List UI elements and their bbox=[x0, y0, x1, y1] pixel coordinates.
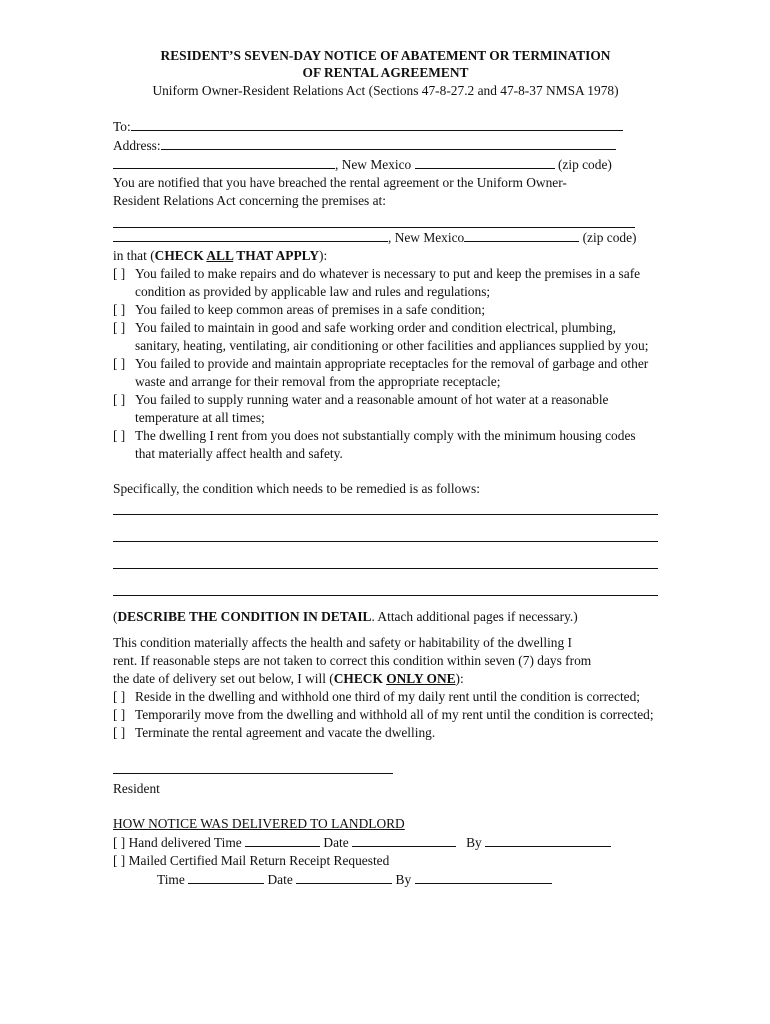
describe-instruction bbox=[113, 608, 658, 626]
address-block bbox=[113, 117, 658, 247]
breach-item-text: You failed to make repairs and do whatever is necessary to put and keep the premises in a safe condition as provided by applicable law and rules and regulations; bbox=[135, 266, 641, 299]
breach-item-text: You failed to keep common areas of premises in a safe condition; bbox=[135, 302, 486, 317]
checkbox[interactable]: [ ] bbox=[113, 356, 126, 371]
describe-open: ( bbox=[113, 609, 118, 624]
checkbox[interactable]: [ ] bbox=[113, 320, 126, 335]
zip-label: (zip code) bbox=[557, 157, 612, 172]
form-title bbox=[113, 47, 658, 81]
check-all-suffix: ): bbox=[319, 248, 328, 263]
breach-item-water bbox=[113, 391, 658, 427]
checkbox[interactable]: [ ] bbox=[113, 835, 126, 850]
hand-date-field[interactable] bbox=[352, 833, 456, 847]
option-move-withhold-all bbox=[113, 706, 658, 724]
breach-item-text: The dwelling I rent from you does not substantially comply with the minimum housing codes that materially affect health and safety. bbox=[135, 428, 636, 461]
breach-item-housing-codes bbox=[113, 427, 658, 463]
mailed-row bbox=[113, 852, 658, 870]
consequence-bold: CHECK bbox=[333, 671, 387, 686]
check-all-bold-2: THAT APPLY bbox=[233, 248, 319, 263]
breach-item-repairs bbox=[113, 265, 658, 301]
consequence-line-2: rent. If reasonable steps are not taken to correct this condition within seven (7) days from bbox=[113, 653, 592, 668]
form-subtitle: Uniform Owner-Resident Relations Act (Sections 47-8-27.2 and 47-8-37 NMSA 1978) bbox=[152, 83, 619, 98]
describe-bold: DESCRIBE THE CONDITION IN DETAIL bbox=[117, 609, 372, 624]
city-field[interactable] bbox=[113, 155, 335, 169]
premises-zip-label: (zip code) bbox=[582, 230, 637, 245]
city-row bbox=[113, 155, 658, 174]
breach-item-text: You failed to supply running water and a reasonable amount of hot water at a reasonable temperature at all times; bbox=[135, 392, 609, 425]
form-title-line-2: OF RENTAL AGREEMENT bbox=[302, 65, 469, 80]
form-title-line-1: RESIDENT’S SEVEN-DAY NOTICE OF ABATEMENT OR TERMINATION bbox=[160, 48, 611, 63]
hand-delivered-label: Hand delivered Time bbox=[128, 835, 242, 850]
checkbox[interactable]: [ ] bbox=[113, 689, 126, 704]
notice-form bbox=[113, 47, 658, 889]
signature-label: Resident bbox=[113, 781, 160, 796]
check-all-bold-1: CHECK bbox=[154, 248, 207, 263]
mailed-details-row bbox=[113, 870, 658, 889]
check-all-heading bbox=[113, 247, 658, 265]
option-terminate bbox=[113, 724, 658, 742]
mailed-time-field[interactable] bbox=[188, 870, 264, 884]
breach-item-facilities bbox=[113, 319, 658, 355]
address-label: Address: bbox=[113, 138, 161, 153]
address-row bbox=[113, 136, 658, 155]
check-all-section bbox=[113, 247, 658, 463]
hand-delivered-row bbox=[113, 833, 658, 852]
consequence-suffix: ): bbox=[455, 671, 464, 686]
specifics-intro: Specifically, the condition which needs to be remedied is as follows: bbox=[113, 481, 480, 496]
hand-date-label: Date bbox=[323, 835, 349, 850]
consequence-line-1: This condition materially affects the health and safety or habitability of the dwelling I bbox=[113, 635, 572, 650]
zip-field[interactable] bbox=[415, 155, 555, 169]
notice-text bbox=[113, 174, 658, 210]
condition-lines bbox=[113, 514, 658, 596]
hand-by-label: By bbox=[466, 835, 482, 850]
condition-line[interactable] bbox=[113, 514, 658, 515]
breach-item-text: You failed to provide and maintain appropriate receptacles for the removal of garbage and other waste and arrange for their removal from the appropriate receptacle; bbox=[135, 356, 649, 389]
mailed-time-label: Time bbox=[157, 872, 185, 887]
option-text: Terminate the rental agreement and vacate the dwelling. bbox=[135, 725, 436, 740]
option-withhold-third bbox=[113, 688, 658, 706]
premises-city-field[interactable] bbox=[113, 228, 388, 242]
state-label: , New Mexico bbox=[335, 157, 412, 172]
check-all-underlined: ALL bbox=[206, 248, 234, 263]
consequence-prefix: the date of delivery set out below, I will ( bbox=[113, 671, 334, 686]
breach-item-garbage bbox=[113, 355, 658, 391]
premises-state-label: , New Mexico bbox=[388, 230, 465, 245]
check-all-prefix: in that ( bbox=[113, 248, 155, 263]
hand-time-field[interactable] bbox=[245, 833, 320, 847]
mailed-label: Mailed Certified Mail Return Receipt Requested bbox=[128, 853, 390, 868]
describe-rest: . Attach additional pages if necessary.) bbox=[371, 609, 578, 624]
condition-line[interactable] bbox=[113, 541, 658, 542]
notice-line-1: You are notified that you have breached the rental agreement or the Uniform Owner- bbox=[113, 175, 567, 190]
checkbox[interactable]: [ ] bbox=[113, 392, 126, 407]
premises-zip-field[interactable] bbox=[464, 228, 579, 242]
to-label: To: bbox=[113, 119, 131, 134]
condition-line[interactable] bbox=[113, 568, 658, 569]
consequence-section bbox=[113, 634, 658, 742]
checkbox[interactable]: [ ] bbox=[113, 302, 126, 317]
checkbox[interactable]: [ ] bbox=[113, 853, 126, 868]
mailed-by-field[interactable] bbox=[415, 870, 552, 884]
mailed-by-label: By bbox=[395, 872, 412, 887]
breach-item-text: You failed to maintain in good and safe working order and condition electrical, plumbing, sanitary, heating, ventilating, air conditioning or other facilities and appliances supplied by you; bbox=[135, 320, 649, 353]
delivery-section bbox=[113, 815, 658, 889]
notice-line-2: Resident Relations Act concerning the premises at: bbox=[113, 193, 386, 208]
checkbox[interactable]: [ ] bbox=[113, 725, 126, 740]
option-text: Temporarily move from the dwelling and withhold all of my rent until the condition is corrected; bbox=[135, 707, 654, 722]
breach-item-common-areas bbox=[113, 301, 658, 319]
mailed-date-field[interactable] bbox=[296, 870, 392, 884]
to-field[interactable] bbox=[131, 117, 623, 131]
to-row bbox=[113, 117, 658, 136]
condition-line[interactable] bbox=[113, 595, 658, 596]
checkbox[interactable]: [ ] bbox=[113, 428, 126, 443]
mailed-date-label: Date bbox=[267, 872, 293, 887]
delivery-heading: HOW NOTICE WAS DELIVERED TO LANDLORD bbox=[113, 816, 405, 831]
hand-by-field[interactable] bbox=[485, 833, 611, 847]
option-text: Reside in the dwelling and withhold one third of my daily rent until the condition is corrected; bbox=[135, 689, 641, 704]
premises-city-row bbox=[113, 228, 658, 247]
consequence-line-3 bbox=[113, 670, 658, 688]
address-field[interactable] bbox=[161, 136, 616, 150]
checkbox[interactable]: [ ] bbox=[113, 707, 126, 722]
consequence-underlined: ONLY ONE bbox=[386, 671, 456, 686]
signature-line[interactable] bbox=[113, 773, 393, 774]
checkbox[interactable]: [ ] bbox=[113, 266, 126, 281]
